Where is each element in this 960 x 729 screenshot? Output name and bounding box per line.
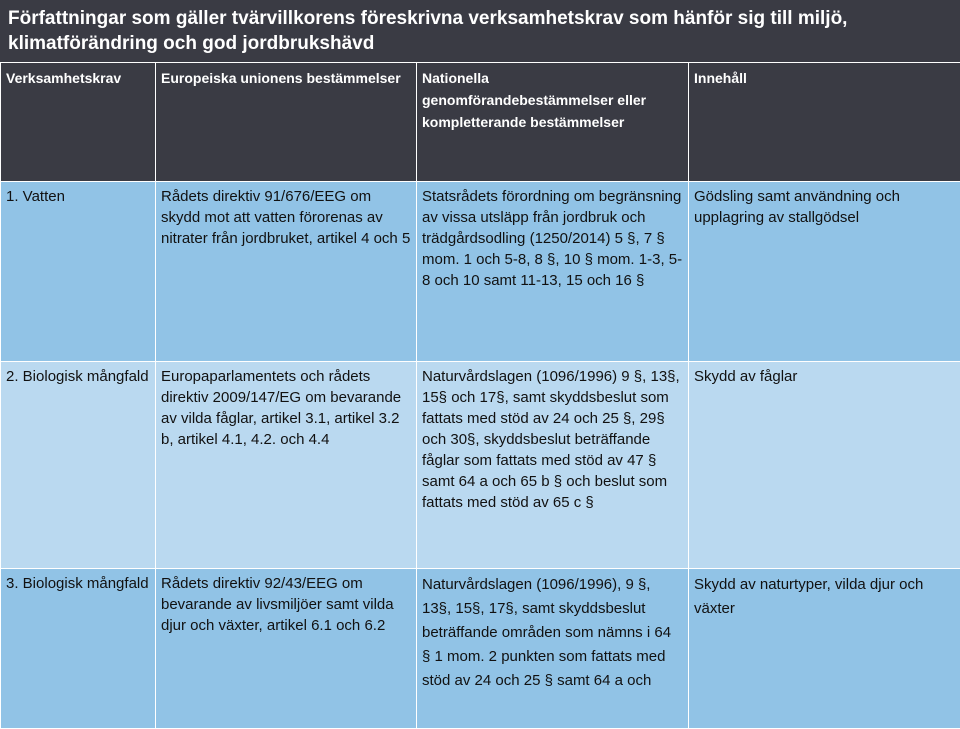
requirements-table bbox=[0, 62, 960, 729]
cell-innehall: Gödsling samt användning och upplagring av stallgödsel bbox=[689, 182, 960, 362]
table-row bbox=[1, 569, 960, 729]
cell-nationella-bestammelser: Naturvårdslagen (1096/1996) 9 §, 13§, 15§ och 17§, samt skyddsbeslut som fattats med stöd av 24 och 25 §, 29§ och 30§, skyddsbeslut beträffande fåglar som fattats med stöd av 47 § samt 64 a och 65 b § och beslut som fattats med stöd av 65 c § bbox=[417, 362, 689, 569]
cell-innehall: Skydd av naturtyper, vilda djur och växter bbox=[689, 569, 960, 729]
cell-eu-bestammelser: Rådets direktiv 92/43/EEG om bevarande av livsmiljöer samt vilda djur och växter, artikel 6.1 och 6.2 bbox=[156, 569, 417, 729]
column-header-eu-bestammelser: Europeiska unionens bestämmelser bbox=[156, 63, 417, 182]
cell-nationella-bestammelser: Naturvårdslagen (1096/1996), 9 §, 13§, 15§, 17§, samt skyddsbeslut beträffande områden som nämns i 64 § 1 mom. 2 punkten som fattats med stöd av 24 och 25 § samt 64 a och bbox=[417, 569, 689, 729]
column-header-nationella-bestammelser: Nationella genomförandebestämmelser eller kompletterande bestämmelser bbox=[417, 63, 689, 182]
table-header-row bbox=[1, 63, 960, 182]
table-row bbox=[1, 362, 960, 569]
cell-innehall: Skydd av fåglar bbox=[689, 362, 960, 569]
cell-nationella-bestammelser: Statsrådets förordning om begränsning av vissa utsläpp från jordbruk och trädgårdsodling (1250/2014) 5 §, 7 § mom. 1 och 5-8, 8 §, 10 § mom. 1-3, 5-8 och 10 samt 11-13, 15 och 16 § bbox=[417, 182, 689, 362]
column-header-verksamhetskrav: Verksamhetskrav bbox=[1, 63, 156, 182]
cell-verksamhetskrav: 2. Biologisk mångfald bbox=[1, 362, 156, 569]
column-header-innehall: Innehåll bbox=[689, 63, 960, 182]
cell-verksamhetskrav: 1. Vatten bbox=[1, 182, 156, 362]
cell-verksamhetskrav: 3. Biologisk mångfald bbox=[1, 569, 156, 729]
cell-eu-bestammelser: Rådets direktiv 91/676/EEG om skydd mot att vatten förorenas av nitrater från jordbruket, artikel 4 och 5 bbox=[156, 182, 417, 362]
cell-eu-bestammelser: Europaparlamentets och rådets direktiv 2009/147/EG om bevarande av vilda fåglar, artikel 3.1, artikel 3.2 b, artikel 4.1, 4.2. och 4.4 bbox=[156, 362, 417, 569]
table-row bbox=[1, 182, 960, 362]
page-title: Författningar som gäller tvärvillkorens föreskrivna verksamhetskrav som hänför sig till miljö, klimatförändring och god jordbrukshävd bbox=[0, 0, 960, 62]
